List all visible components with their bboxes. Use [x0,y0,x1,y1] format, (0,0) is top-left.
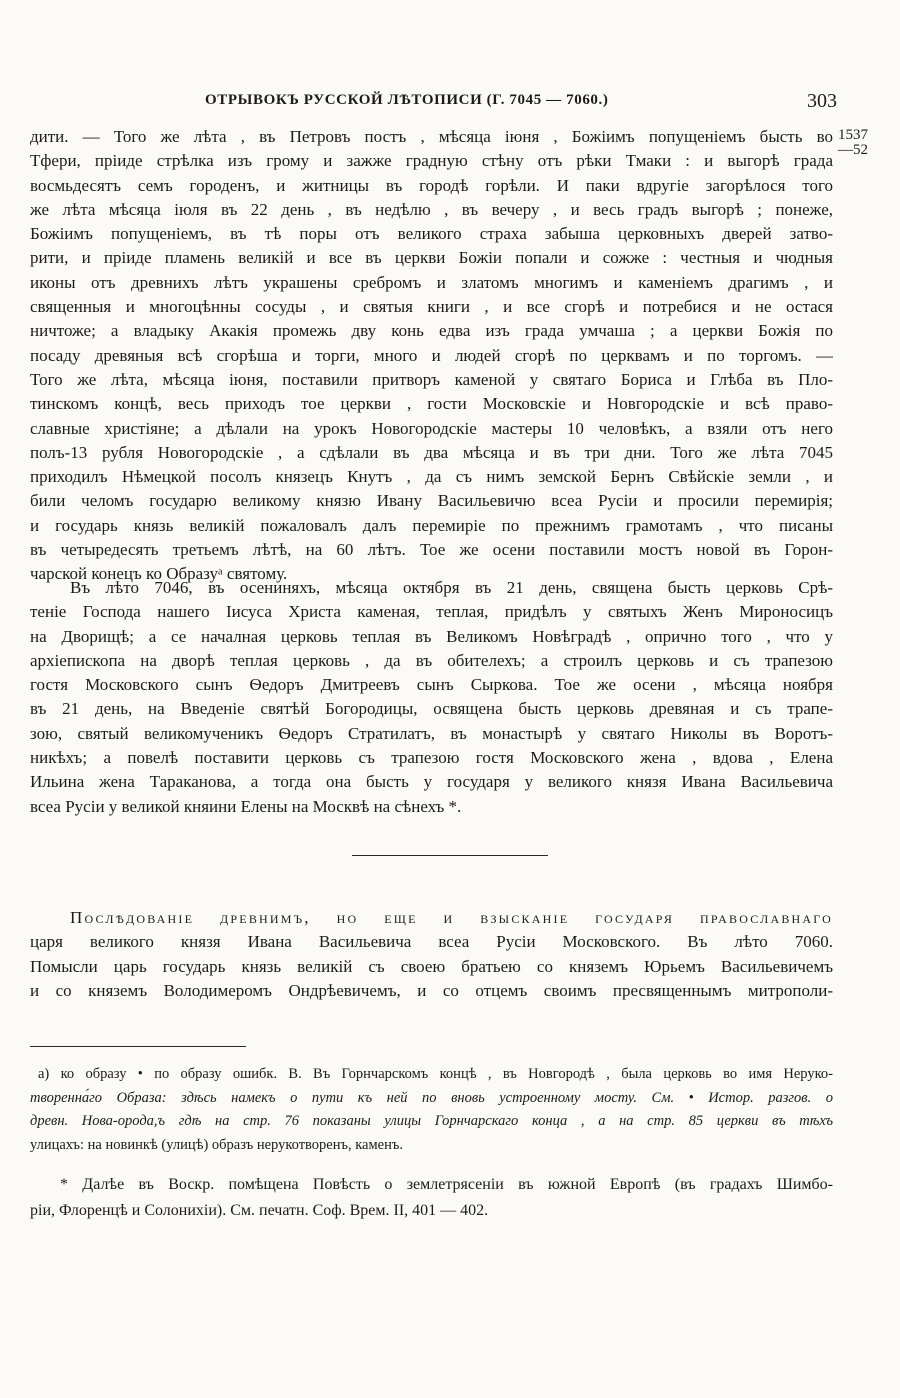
footnote-line: древн. Нова-орода,ъ гдѣ на стр. 76 показаны улицы Горнчарскаго конца , а на стр. 85 церкви въ тѣхъ [30,1113,833,1129]
footnote-line: улицахъ: на новинкѣ (улицѣ) образъ нерукотворенъ, каменъ. [30,1136,403,1153]
text-line: били челомъ государю великому князю Ивану Васильевичю всеа Русіи и просили перемирія; [30,491,833,511]
footnote-line: ріи, Флоренцѣ и Солонихіи). См. печатн. Соф. Врем. II, 401 — 402. [30,1202,489,1219]
paragraph-7046 [30,576,833,819]
text-line: Тфери, пріиде стрѣлка изъ грому и зажже градную стѣну отъ рѣки Тмаки : и выгорѣ града [30,151,833,171]
text-line: Божіимъ попущеніемъ, въ тѣ поры отъ великого страха забыша церковныхъ дверей затво- [30,224,833,244]
text-line: приходилъ Нѣмецкой посолъ князецъ Кнутъ , да съ нимъ земской Бернъ Свѣйскіе земли , и [30,467,833,487]
footnote-rule [30,1046,246,1047]
text-line: рити, и пріиде пламень великій и все въ церкви Божіи попали и сожже : честныя и чюдныя [30,248,833,268]
text-line: иконы отъ древнихъ лѣтъ украшены сребромъ и златомъ многимъ и каменіемъ драгимъ , и [30,272,833,292]
running-title: ОТРЫВОКЪ РУССКОЙ ЛѢТОПИСИ (Г. 7045 — 7060.) [205,92,609,108]
text-line: посаду древяныя всѣ сгорѣша и торги, много и людей сгорѣ по церквамъ и по торгомъ. — [30,345,833,365]
text-line: на Дворищѣ; а се началная церковь теплая въ Великомъ Новѣградѣ , опрично того , что у [30,626,833,646]
text-line: въ четыредесять третьемъ лѣтѣ, на 60 лѣтъ. Тое же осени поставили мостъ новой въ Горон- [30,540,833,560]
text-line: теніе Господа нашего Іисуса Христа каменая, теплая, придѣлъ у святыхъ Женъ Мироносицъ [30,602,833,622]
footnote-a [30,1063,833,1157]
text-line: ничтоже; а владыку Акакія промежь дву конь едва изъ града умчаша ; а церкви Божія по [30,321,833,341]
page-number: 303 [807,90,837,112]
text-line: священныя и многоцѣнны сосуды , и святыя книги , и все сгорѣ и потребися и не остася [30,297,833,317]
margin-year-note [838,128,868,158]
margin-year-a: 1537 [838,127,868,143]
text-line: архіепископа на дворѣ теплая церковь , да въ обителехъ; а строилъ церковь и съ трапезою [30,650,833,670]
text-line: Того же лѣта, мѣсяца іюня, поставили притворъ каменой у святаго Бориса и Глѣба въ Пло- [30,369,833,389]
text-line: зою, святый великомученикъ Ѳедоръ Стратилатъ, въ монастырѣ у святаго Николы въ Воротъ- [30,723,833,743]
text-line: Ильина жена Тараканова, а тогда она бысть у государя у великого князя Ивана Васильевича [30,772,833,792]
section-divider [352,855,548,856]
footnote-line: * Далѣе въ Воскр. помѣщена Повѣсть о землетрясеніи въ южной Европѣ (въ градахъ Шимбо- [60,1176,833,1193]
section-heading-line: Послѣдованіе древнимъ, но еще и взысканіе государя православнаго [70,908,833,927]
text-line: славные христіяне; а дѣлали на урокъ Новогородскіе мастеры 10 человѣкъ, а взяли отъ него [30,418,833,438]
text-line: и со княземъ Володимеромъ Ондрѣевичемъ, и со отцемъ своимъ пресвященнымъ митрополи- [30,980,833,1000]
text-line: Помысли царь государь князь великій съ своею братьею со княземъ Юрьемъ Васильевичемъ [30,956,833,976]
text-line: дити. — Того же лѣта , въ Петровъ постъ , мѣсяца іюня , Божіимъ попущеніемъ бысть во [30,127,833,146]
footnote-line: творенна́го Образа: здѣсь намекъ о пути къ ней по вновь устроенному мосту. См. • Истор. разгов. о [30,1089,833,1106]
text-line: полъ-13 рубля Новогородскіе , а сдѣлали въ два мѣсяца и въ три дни. Того же лѣта 7045 [30,442,833,462]
footnote-line: а) ко образу • по образу ошибк. В. Въ Горнчарскомъ концѣ , въ Новгородѣ , была церковь во имя Неруко- [38,1066,833,1082]
text-line: всеа Русіи у великой княини Елены на Москвѣ на сѣнехъ *. [30,796,462,816]
main-text-block [30,125,833,587]
text-line: тинскомъ концѣ, весь приходъ тое церкви , гости Московскіе и Новгородскіе и всѣ право- [30,394,833,414]
text-line: чарской конецъ ко Образуᵃ святому. [30,564,288,584]
text-line: въ 21 день, на Введеніе святѣй Богородицы, освящена бысть церковь древяная и съ трапе- [30,699,833,719]
text-line: Въ лѣто 7046, въ осениняхъ, мѣсяца октября въ 21 день, священа бысть церковь Срѣ- [70,578,833,597]
text-line: и государь князь великій пожаловалъ далъ перемиріе по прежнимъ грамотамъ , что писаны [30,515,833,535]
footnote-star [30,1172,833,1224]
text-line: гостя Московского сынъ Ѳедоръ Дмитреевъ сынъ Сыркова. Тое же осени , мѣсяца ноября [30,675,833,695]
text-line: никѣхъ; а повелѣ поставити церковь съ трапезою гостя Московского жена , вдова , Елена [30,748,833,768]
margin-year-b: —52 [838,142,868,158]
text-line: же лѣта мѣсяца іюля въ 22 день , въ недѣлю , въ вечеру , и весь градъ выгорѣ ; понеже, [30,199,833,219]
section-heading-line: царя великого князя Ивана Васильевича всеа Русіи Московского. Въ лѣто 7060. [30,932,833,952]
text-line: восмьдесятъ семъ городенъ, и житницы въ городѣ горѣли. И паки вдругіе загорѣлося того [30,175,833,195]
section-7060 [30,906,833,1003]
